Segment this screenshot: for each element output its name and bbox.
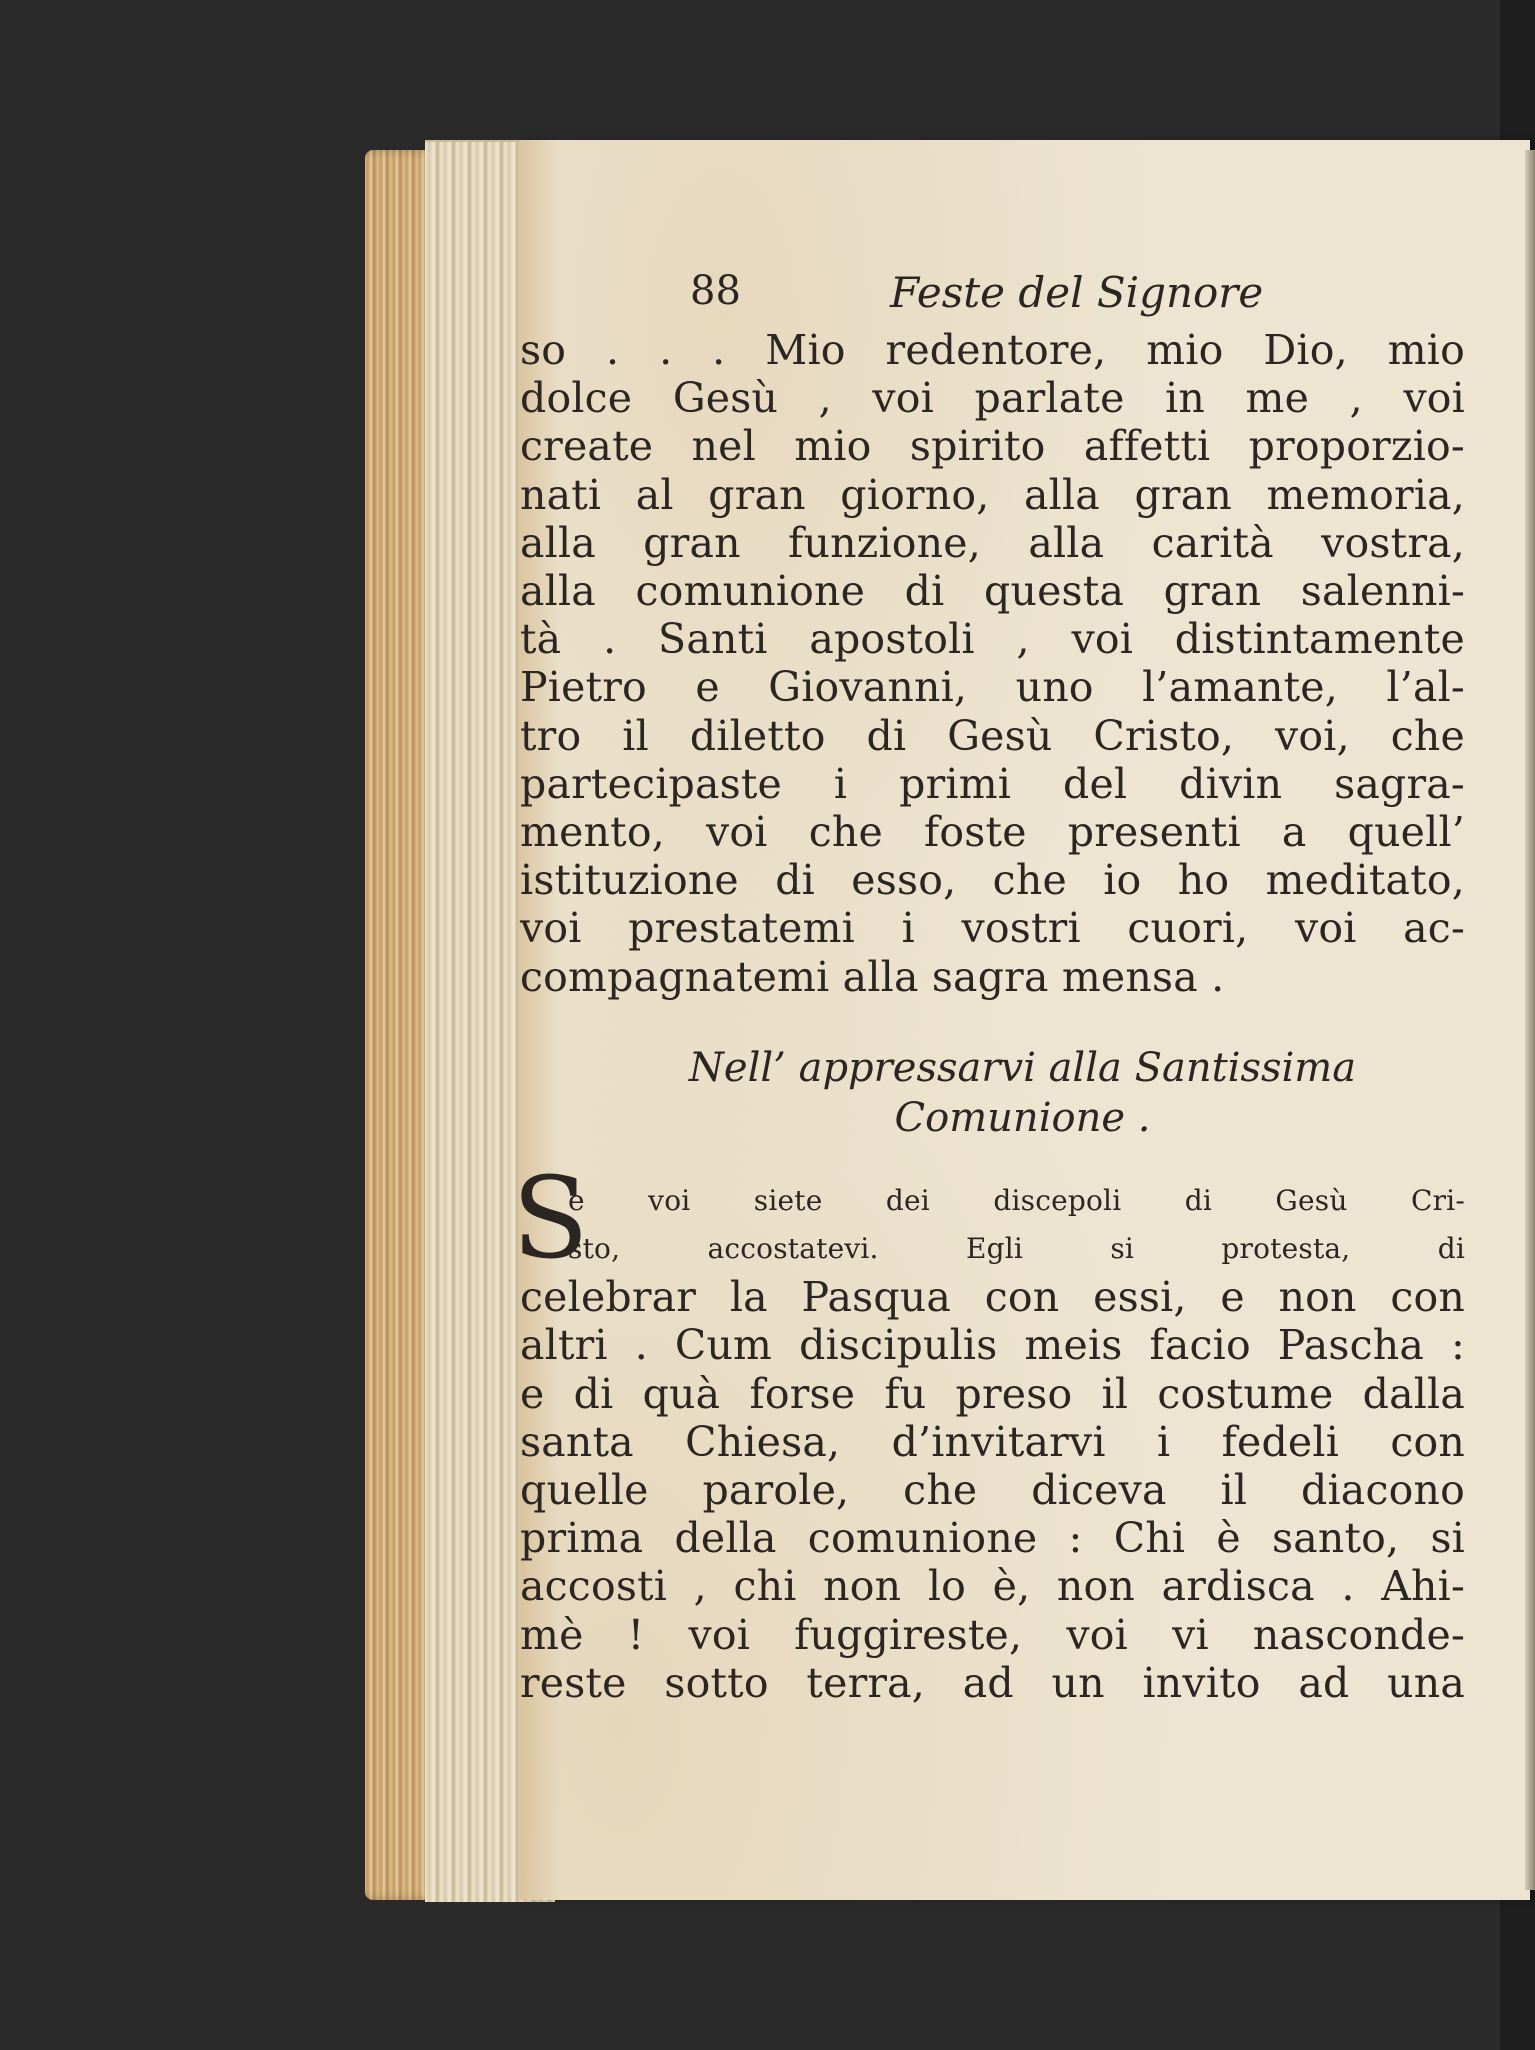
- text-line: compagnatemi alla sagra mensa .: [520, 952, 1225, 1001]
- section-heading: [520, 1043, 1465, 1143]
- page-number: 88: [690, 268, 741, 314]
- text-line: partecipaste i primi del divin sagra-: [520, 759, 1465, 808]
- text-line: reste sotto terra, ad un invito ad una: [520, 1658, 1465, 1707]
- text-line: prima della comunione : Chi è santo, si: [520, 1514, 1465, 1563]
- text-line: dolce Gesù , voi parlate in me , voi: [520, 374, 1465, 423]
- running-title: Feste del Signore: [890, 268, 1264, 317]
- text-line: create nel mio spirito affetti proporzio-: [520, 422, 1465, 471]
- page-text: [512, 268, 1465, 1707]
- text-line: accosti , chi non lo è, non ardisca . Ahi-: [520, 1562, 1465, 1611]
- text-line: mento, voi che foste presenti a quell’: [520, 808, 1465, 857]
- text-line: alla gran funzione, alla carità vostra,: [520, 518, 1465, 567]
- text-line: tro il diletto di Gesù Cristo, voi, che: [520, 711, 1465, 760]
- heading-line-2: Comunione .: [894, 1094, 1151, 1141]
- text-line: sto, accostatevi. Egli si protesta, di: [568, 1232, 1465, 1266]
- text-line: altri . Cum discipulis meis facio Pascha :: [520, 1321, 1465, 1370]
- drop-cap: S: [512, 1153, 589, 1284]
- text-line: voi prestatemi i vostri cuori, voi ac-: [520, 904, 1465, 953]
- paragraph-1: [520, 326, 1465, 1001]
- text-line: istituzione di esso, che io ho meditato,: [520, 856, 1465, 905]
- text-line: mè ! voi fuggireste, voi vi nasconde-: [520, 1610, 1465, 1659]
- paragraph-2: [512, 1153, 1465, 1707]
- heading-line-1: Nell’ appressarvi alla Santissima: [688, 1044, 1357, 1091]
- text-line: quelle parole, che diceva il diacono: [520, 1466, 1465, 1515]
- text-line: alla comunione di questa gran salenni-: [520, 567, 1465, 616]
- text-line: santa Chiesa, d’invitarvi i fedeli con: [520, 1417, 1465, 1466]
- text-line: e di quà forse fu preso il costume dalla: [520, 1369, 1465, 1418]
- running-header: [520, 268, 1465, 326]
- page-right-edge: [1525, 150, 1535, 1890]
- text-line: nati al gran giorno, alla gran memoria,: [520, 470, 1465, 519]
- text-line: Pietro e Giovanni, uno l’amante, l’al-: [520, 663, 1465, 712]
- text-line: e voi siete dei discepoli di Gesù Cri-: [568, 1183, 1465, 1217]
- text-line: tà . Santi apostoli , voi distintamente: [520, 615, 1465, 664]
- text-line: so . . . Mio redentore, mio Dio, mio: [520, 326, 1465, 374]
- text-line: celebrar la Pasqua con essi, e non con: [520, 1273, 1465, 1322]
